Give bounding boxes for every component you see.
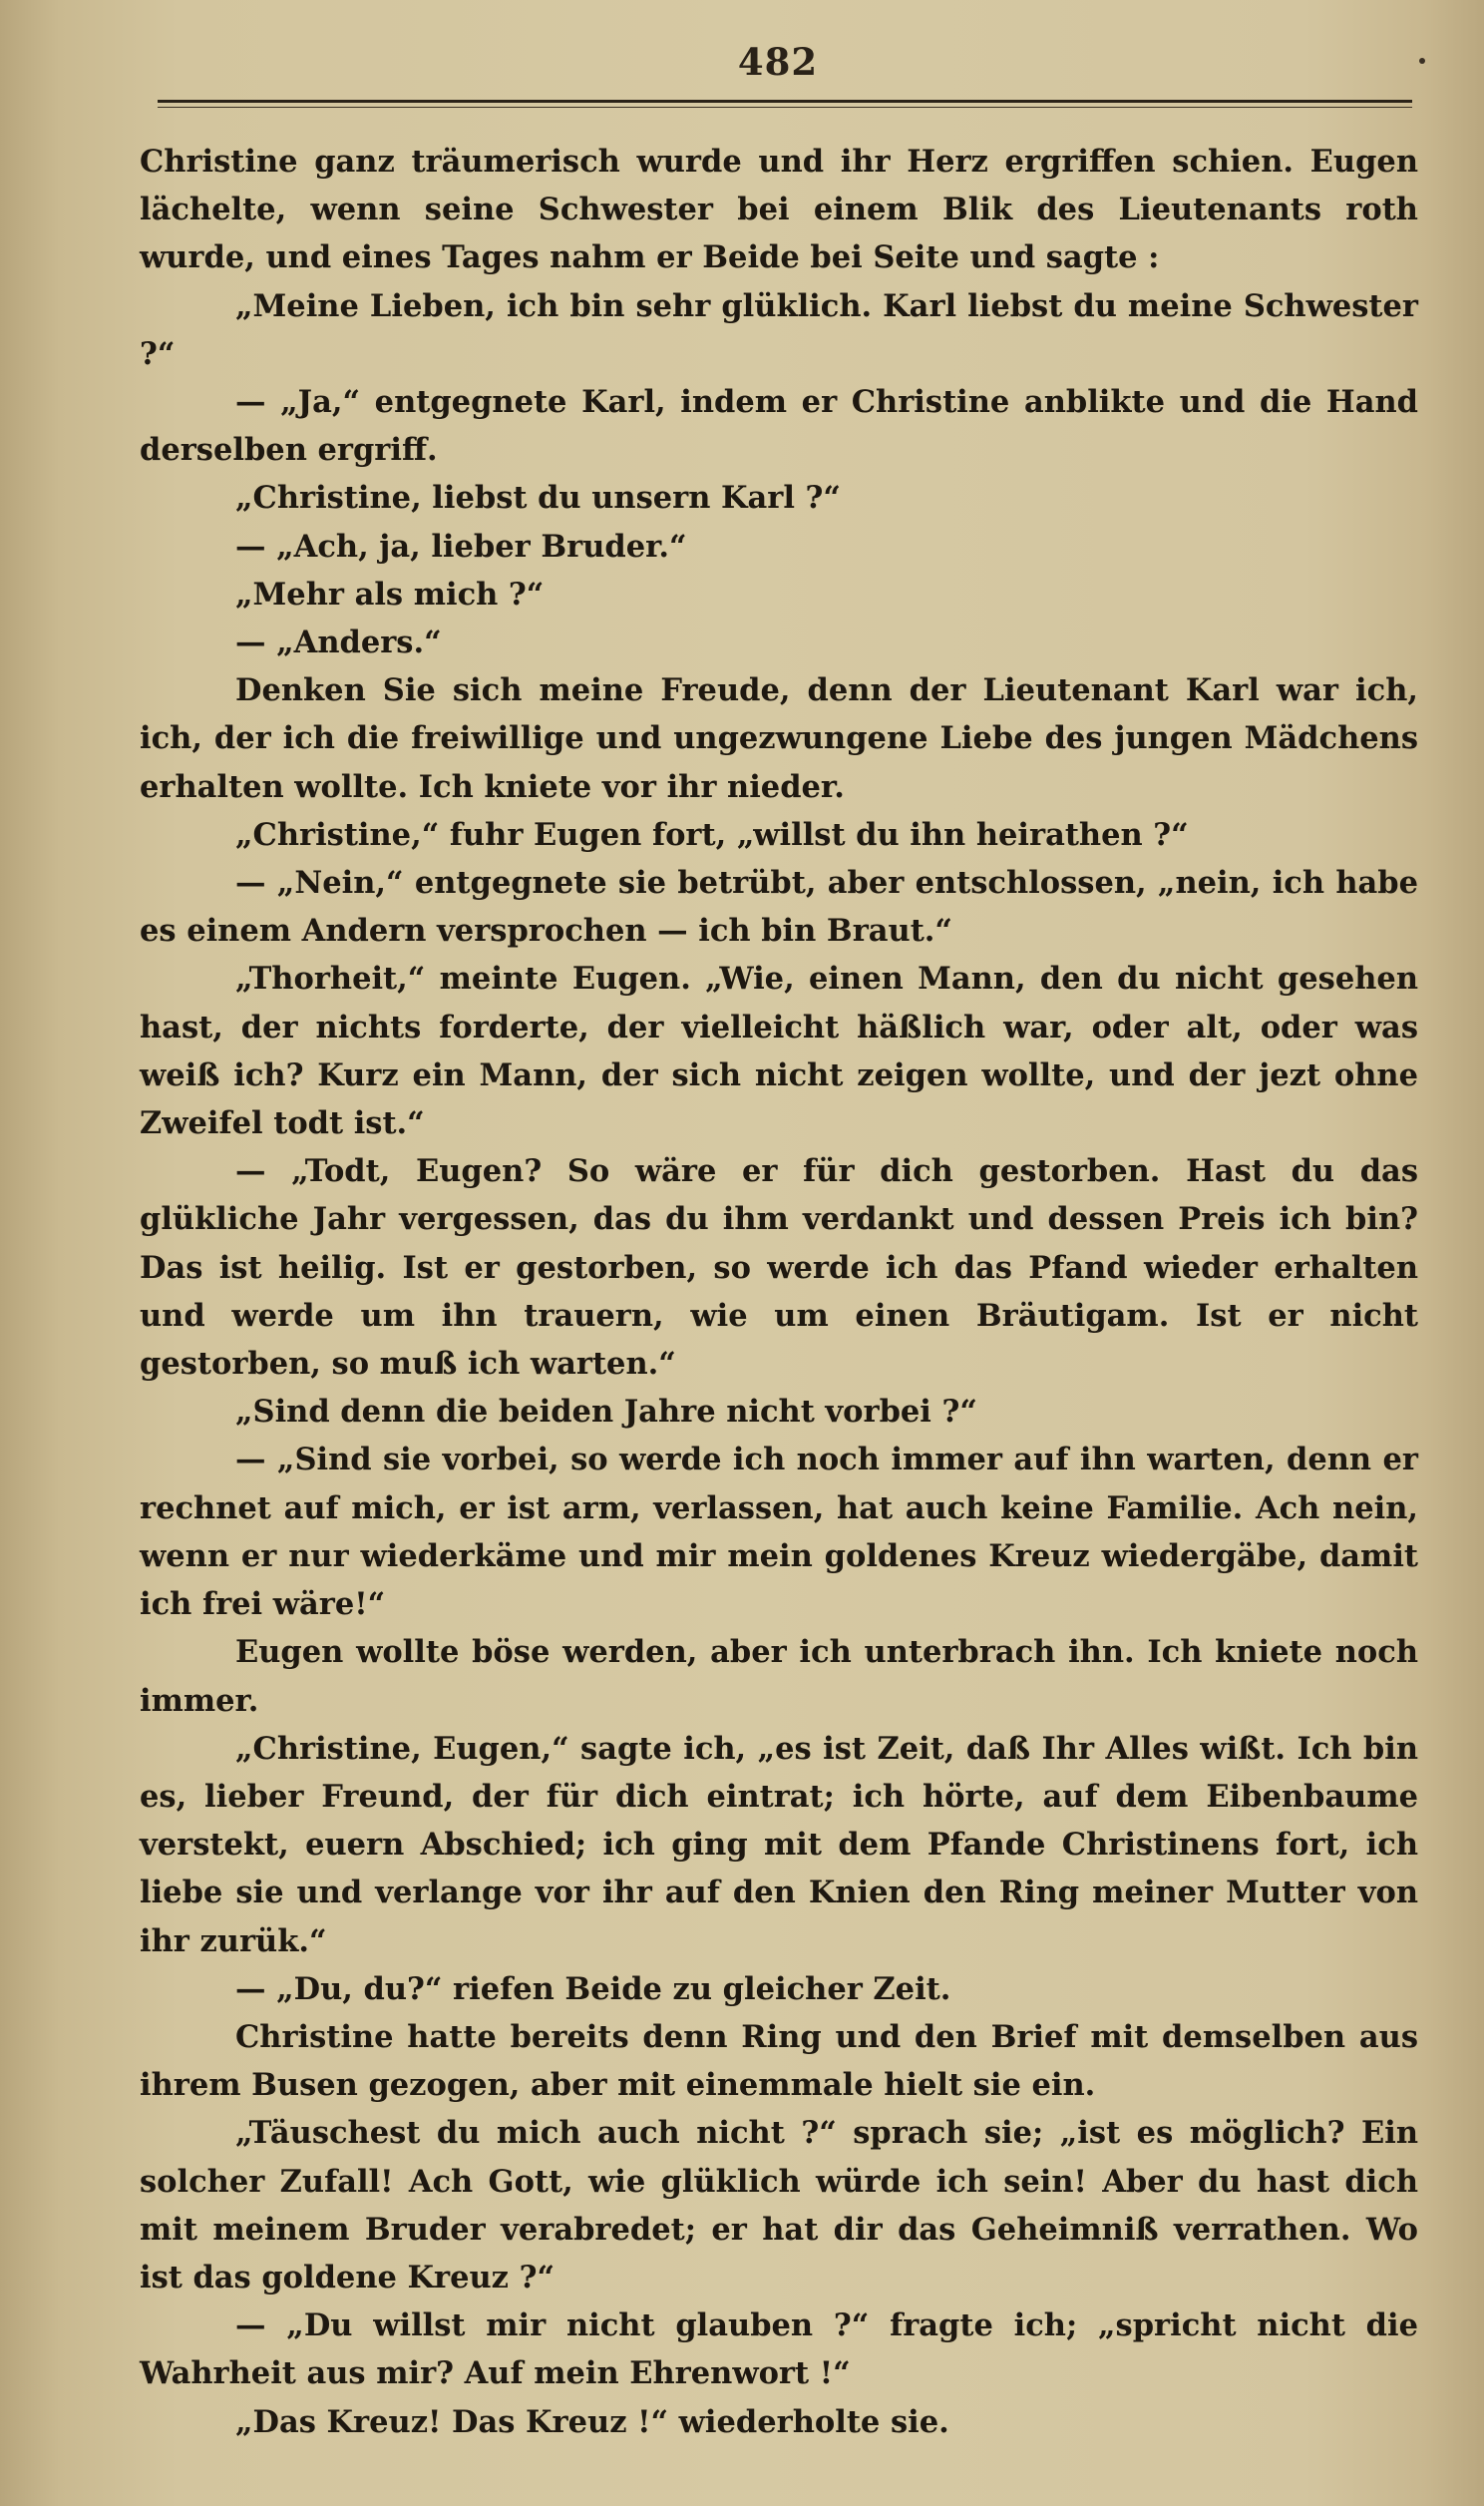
- paragraph: — „Anders.“: [235, 625, 442, 661]
- paragraph: „Das Kreuz! Das Kreuz !“ wiederholte sie.: [235, 2403, 949, 2440]
- body-text: [140, 138, 1418, 2446]
- ink-speck: [1419, 58, 1425, 64]
- paragraph: „Meine Lieben, ich bin sehr glüklich. Karl liebst du meine Schwester ?“: [140, 287, 1418, 372]
- paragraph: „Täuschest du mich auch nicht ?“ sprach sie; „ist es möglich? Ein solcher Zufall! Ach Gott, wie glüklich würde ich sein! Aber du hast dich mit meinem Bruder verabredet; er hat dir das Geheimniß verrathen. Wo ist das goldene Kreuz ?“: [140, 2115, 1418, 2296]
- paragraph: — „Ach, ja, lieber Bruder.“: [235, 528, 687, 565]
- paragraph: „Christine,“ fuhr Eugen fort, „willst du ihn heirathen ?“: [235, 816, 1189, 853]
- paragraph: — „Nein,“ entgegnete sie betrübt, aber entschlossen, „nein, ich habe es einem Andern versprochen — ich bin Braut.“: [140, 865, 1418, 950]
- paragraph: Eugen wollte böse werden, aber ich unterbrach ihn. Ich kniete noch immer.: [140, 1634, 1418, 1719]
- paragraph: Christine hatte bereits denn Ring und den Brief mit demselben aus ihrem Busen gezogen, aber mit einemmale hielt sie ein.: [140, 2018, 1418, 2104]
- paragraph: „Sind denn die beiden Jahre nicht vorbei ?“: [235, 1394, 977, 1431]
- header-rule-thick: [158, 100, 1412, 103]
- page-number: 482: [737, 40, 819, 84]
- paragraph: „Mehr als mich ?“: [235, 576, 545, 613]
- paragraph: Christine ganz träumerisch wurde und ihr Herz ergriffen schien. Eugen lächelte, wenn seine Schwester bei einem Blik des Lieutenants roth wurde, und eines Tages nahm er Beide bei Seite und sagte :: [140, 144, 1418, 276]
- paragraph: — „Sind sie vorbei, so werde ich noch immer auf ihn warten, denn er rechnet auf mich, er ist arm, verlassen, hat auch keine Familie. Ach nein, wenn er nur wiederkäme und mir mein goldenes Kreuz wiedergäbe, damit ich frei wäre!“: [140, 1442, 1418, 1623]
- header-rule-thin: [158, 107, 1412, 108]
- paragraph: Denken Sie sich meine Freude, denn der Lieutenant Karl war ich, ich, der ich die freiwillige und ungezwungene Liebe des jungen Mädchens erhalten wollte. Ich kniete vor ihr nieder.: [140, 672, 1418, 805]
- paragraph: „Thorheit,“ meinte Eugen. „Wie, einen Mann, den du nicht gesehen hast, der nichts forderte, der vielleicht häßlich war, oder alt, oder was weiß ich? Kurz ein Mann, der sich nicht zeigen wollte, und der jezt ohne Zweifel todt ist.“: [140, 961, 1418, 1142]
- paragraph: — „Du, du?“ riefen Beide zu gleicher Zeit.: [235, 1970, 951, 2007]
- paragraph: — „Ja,“ entgegnete Karl, indem er Christine anblikte und die Hand derselben ergriff.: [140, 384, 1418, 469]
- paragraph: „Christine, liebst du unsern Karl ?“: [235, 480, 841, 517]
- paragraph: „Christine, Eugen,“ sagte ich, „es ist Zeit, daß Ihr Alles wißt. Ich bin es, lieber Freund, der für dich eintrat; ich hörte, auf dem Eibenbaume verstekt, euern Abschied; ich ging mit dem Pfande Christinens fort, ich liebe sie und verlange vor ihr auf den Knien den Ring meiner Mutter von ihr zurük.“: [140, 1730, 1418, 1959]
- paragraph: — „Todt, Eugen? So wäre er für dich gestorben. Hast du das glükliche Jahr vergessen, das du ihm verdankt und dessen Preis ich bin? Das ist heilig. Ist er gestorben, so werde ich das Pfand wieder erhalten und werde um ihn trauern, wie um einen Bräutigam. Ist er nicht gestorben, so muß ich warten.“: [140, 1153, 1418, 1383]
- paragraph: — „Du willst mir nicht glauben ?“ fragte ich; „spricht nicht die Wahrheit aus mir? Auf mein Ehrenwort !“: [140, 2307, 1418, 2392]
